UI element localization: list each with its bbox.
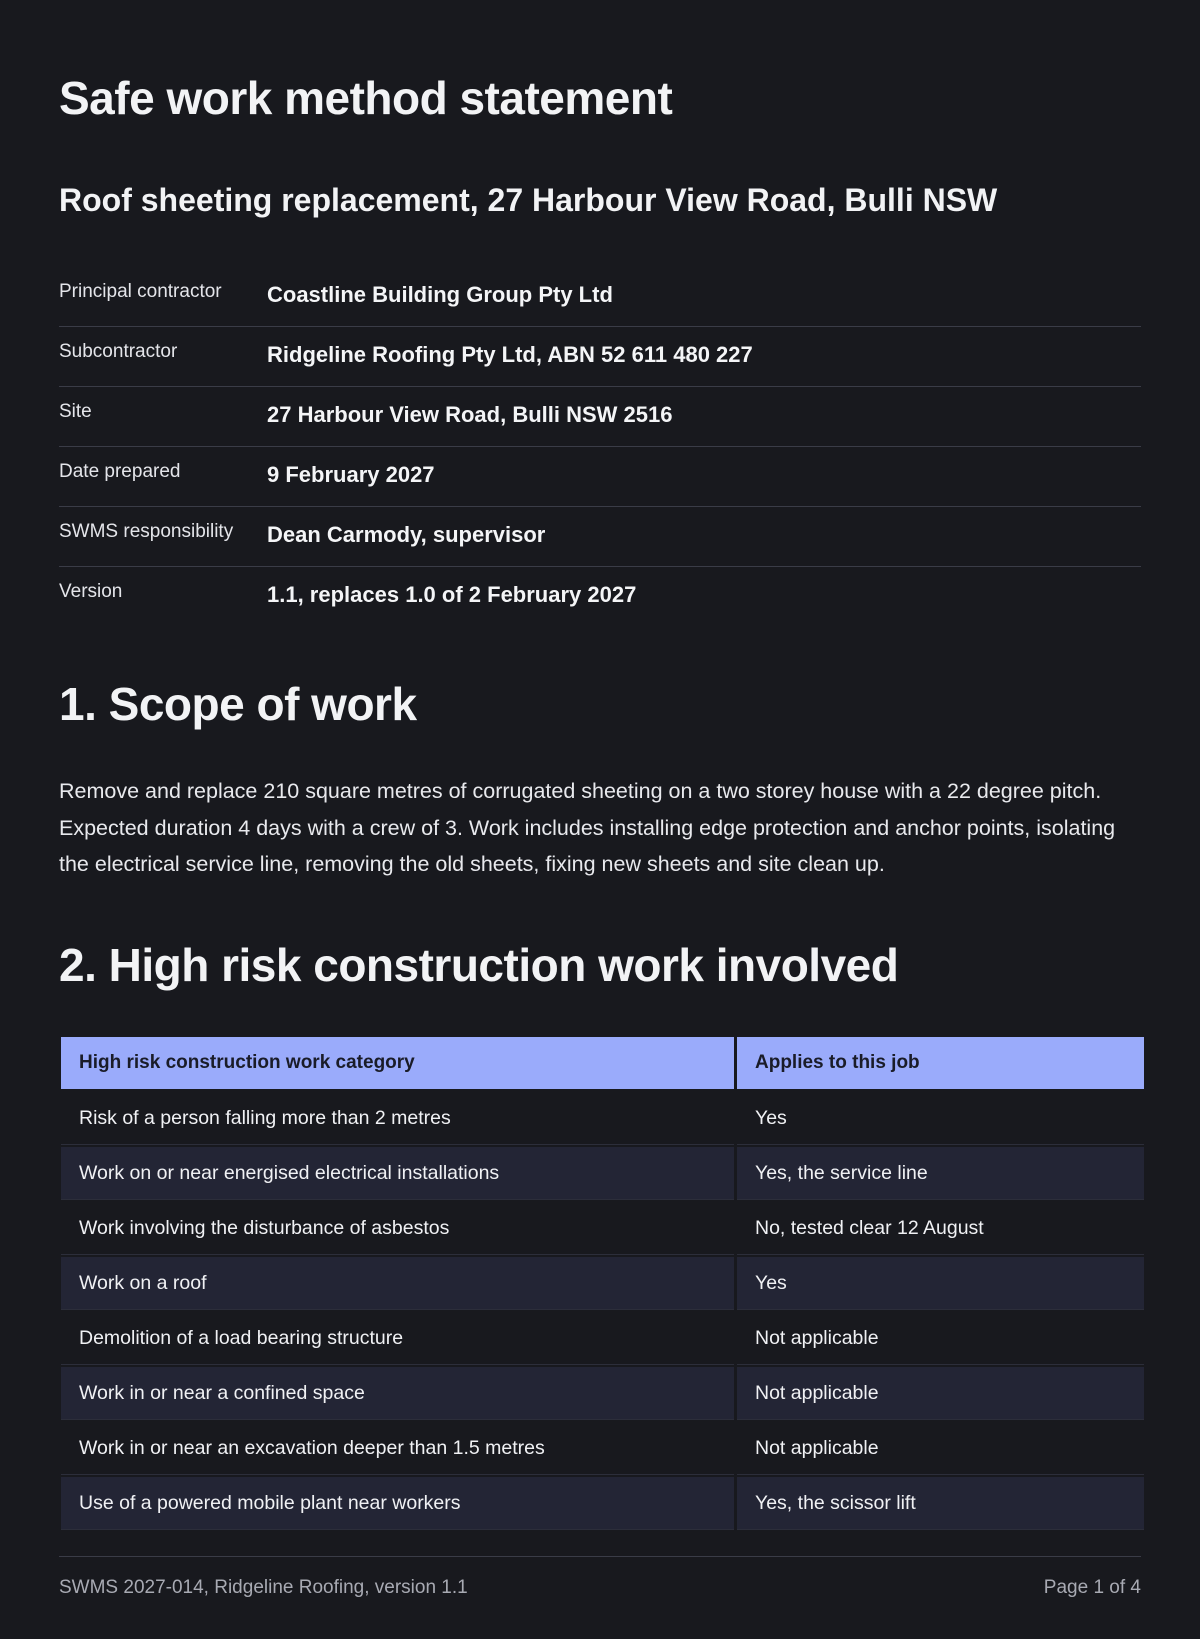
table-cell-category: Demolition of a load bearing structure [61,1312,734,1364]
section-heading-scope: 1. Scope of work [59,678,417,730]
details-row-date-prepared [59,447,1141,507]
details-value: 9 February 2027 [267,462,435,487]
page-title: Safe work method statement [59,72,673,124]
section-heading-high-risk-work: 2. High risk construction work involved [59,939,899,991]
details-label: Principal contractor [59,281,222,302]
table-row [61,1202,1144,1254]
table-cell-category: Work in or near a confined space [61,1367,734,1419]
page-subtitle: Roof sheeting replacement, 27 Harbour View Road, Bulli NSW [59,182,998,218]
details-label: Site [59,401,92,422]
column-header-category: High risk construction work category [61,1037,734,1089]
table-cell-category: Risk of a person falling more than 2 metres [61,1092,734,1144]
table-cell-applies: Not applicable [737,1312,1144,1364]
high-risk-work-table [58,1034,1147,1532]
details-list [59,267,1141,626]
table-cell-applies: Yes [737,1257,1144,1309]
details-label: Date prepared [59,461,181,482]
table-row [61,1367,1144,1419]
table-row [61,1477,1144,1529]
footer-divider [59,1556,1141,1557]
table-cell-category: Work on or near energised electrical installations [61,1147,734,1199]
table-cell-applies: No, tested clear 12 August [737,1202,1144,1254]
details-value: 1.1, replaces 1.0 of 2 February 2027 [267,582,637,607]
details-value: Coastline Building Group Pty Ltd [267,282,613,307]
details-label: SWMS responsibility [59,521,234,542]
table-row [61,1422,1144,1474]
details-row-site [59,387,1141,447]
table-row [61,1147,1144,1199]
details-value: Dean Carmody, supervisor [267,522,546,547]
details-label: Subcontractor [59,341,178,362]
details-row-swms-responsibility [59,507,1141,567]
table-cell-category: Work in or near an excavation deeper than 1.5 metres [61,1422,734,1474]
footer-reference: SWMS 2027-014, Ridgeline Roofing, version 1.1 [59,1577,468,1598]
table-cell-category: Work on a roof [61,1257,734,1309]
details-row-principal-contractor [59,267,1141,327]
table-cell-applies: Yes, the scissor lift [737,1477,1144,1529]
column-header-applies: Applies to this job [737,1037,1144,1089]
table-row [61,1312,1144,1364]
table-row [61,1092,1144,1144]
page-number: Page 1 of 4 [1043,1577,1141,1598]
details-label: Version [59,581,123,602]
table-header-row [61,1037,1144,1089]
details-value: Ridgeline Roofing Pty Ltd, ABN 52 611 480 227 [267,342,753,367]
table-cell-category: Work involving the disturbance of asbestos [61,1202,734,1254]
details-value: 27 Harbour View Road, Bulli NSW 2516 [267,402,673,427]
table-cell-applies: Not applicable [737,1367,1144,1419]
scope-paragraph: Remove and replace 210 square metres of corrugated sheeting on a two storey house with a 22 degree pitch. Expected duration 4 days with a crew of 3. Work includes installing edge protection and anchor points, isolating the electrical service line, removing the old sheets, fixing new sheets and site clean up. [59,779,1116,876]
table-cell-applies: Yes [737,1092,1144,1144]
table-cell-applies: Yes, the service line [737,1147,1144,1199]
details-row-version [59,567,1141,626]
details-row-subcontractor [59,327,1141,387]
table-cell-category: Use of a powered mobile plant near workers [61,1477,734,1529]
table-cell-applies: Not applicable [737,1422,1144,1474]
table-row [61,1257,1144,1309]
